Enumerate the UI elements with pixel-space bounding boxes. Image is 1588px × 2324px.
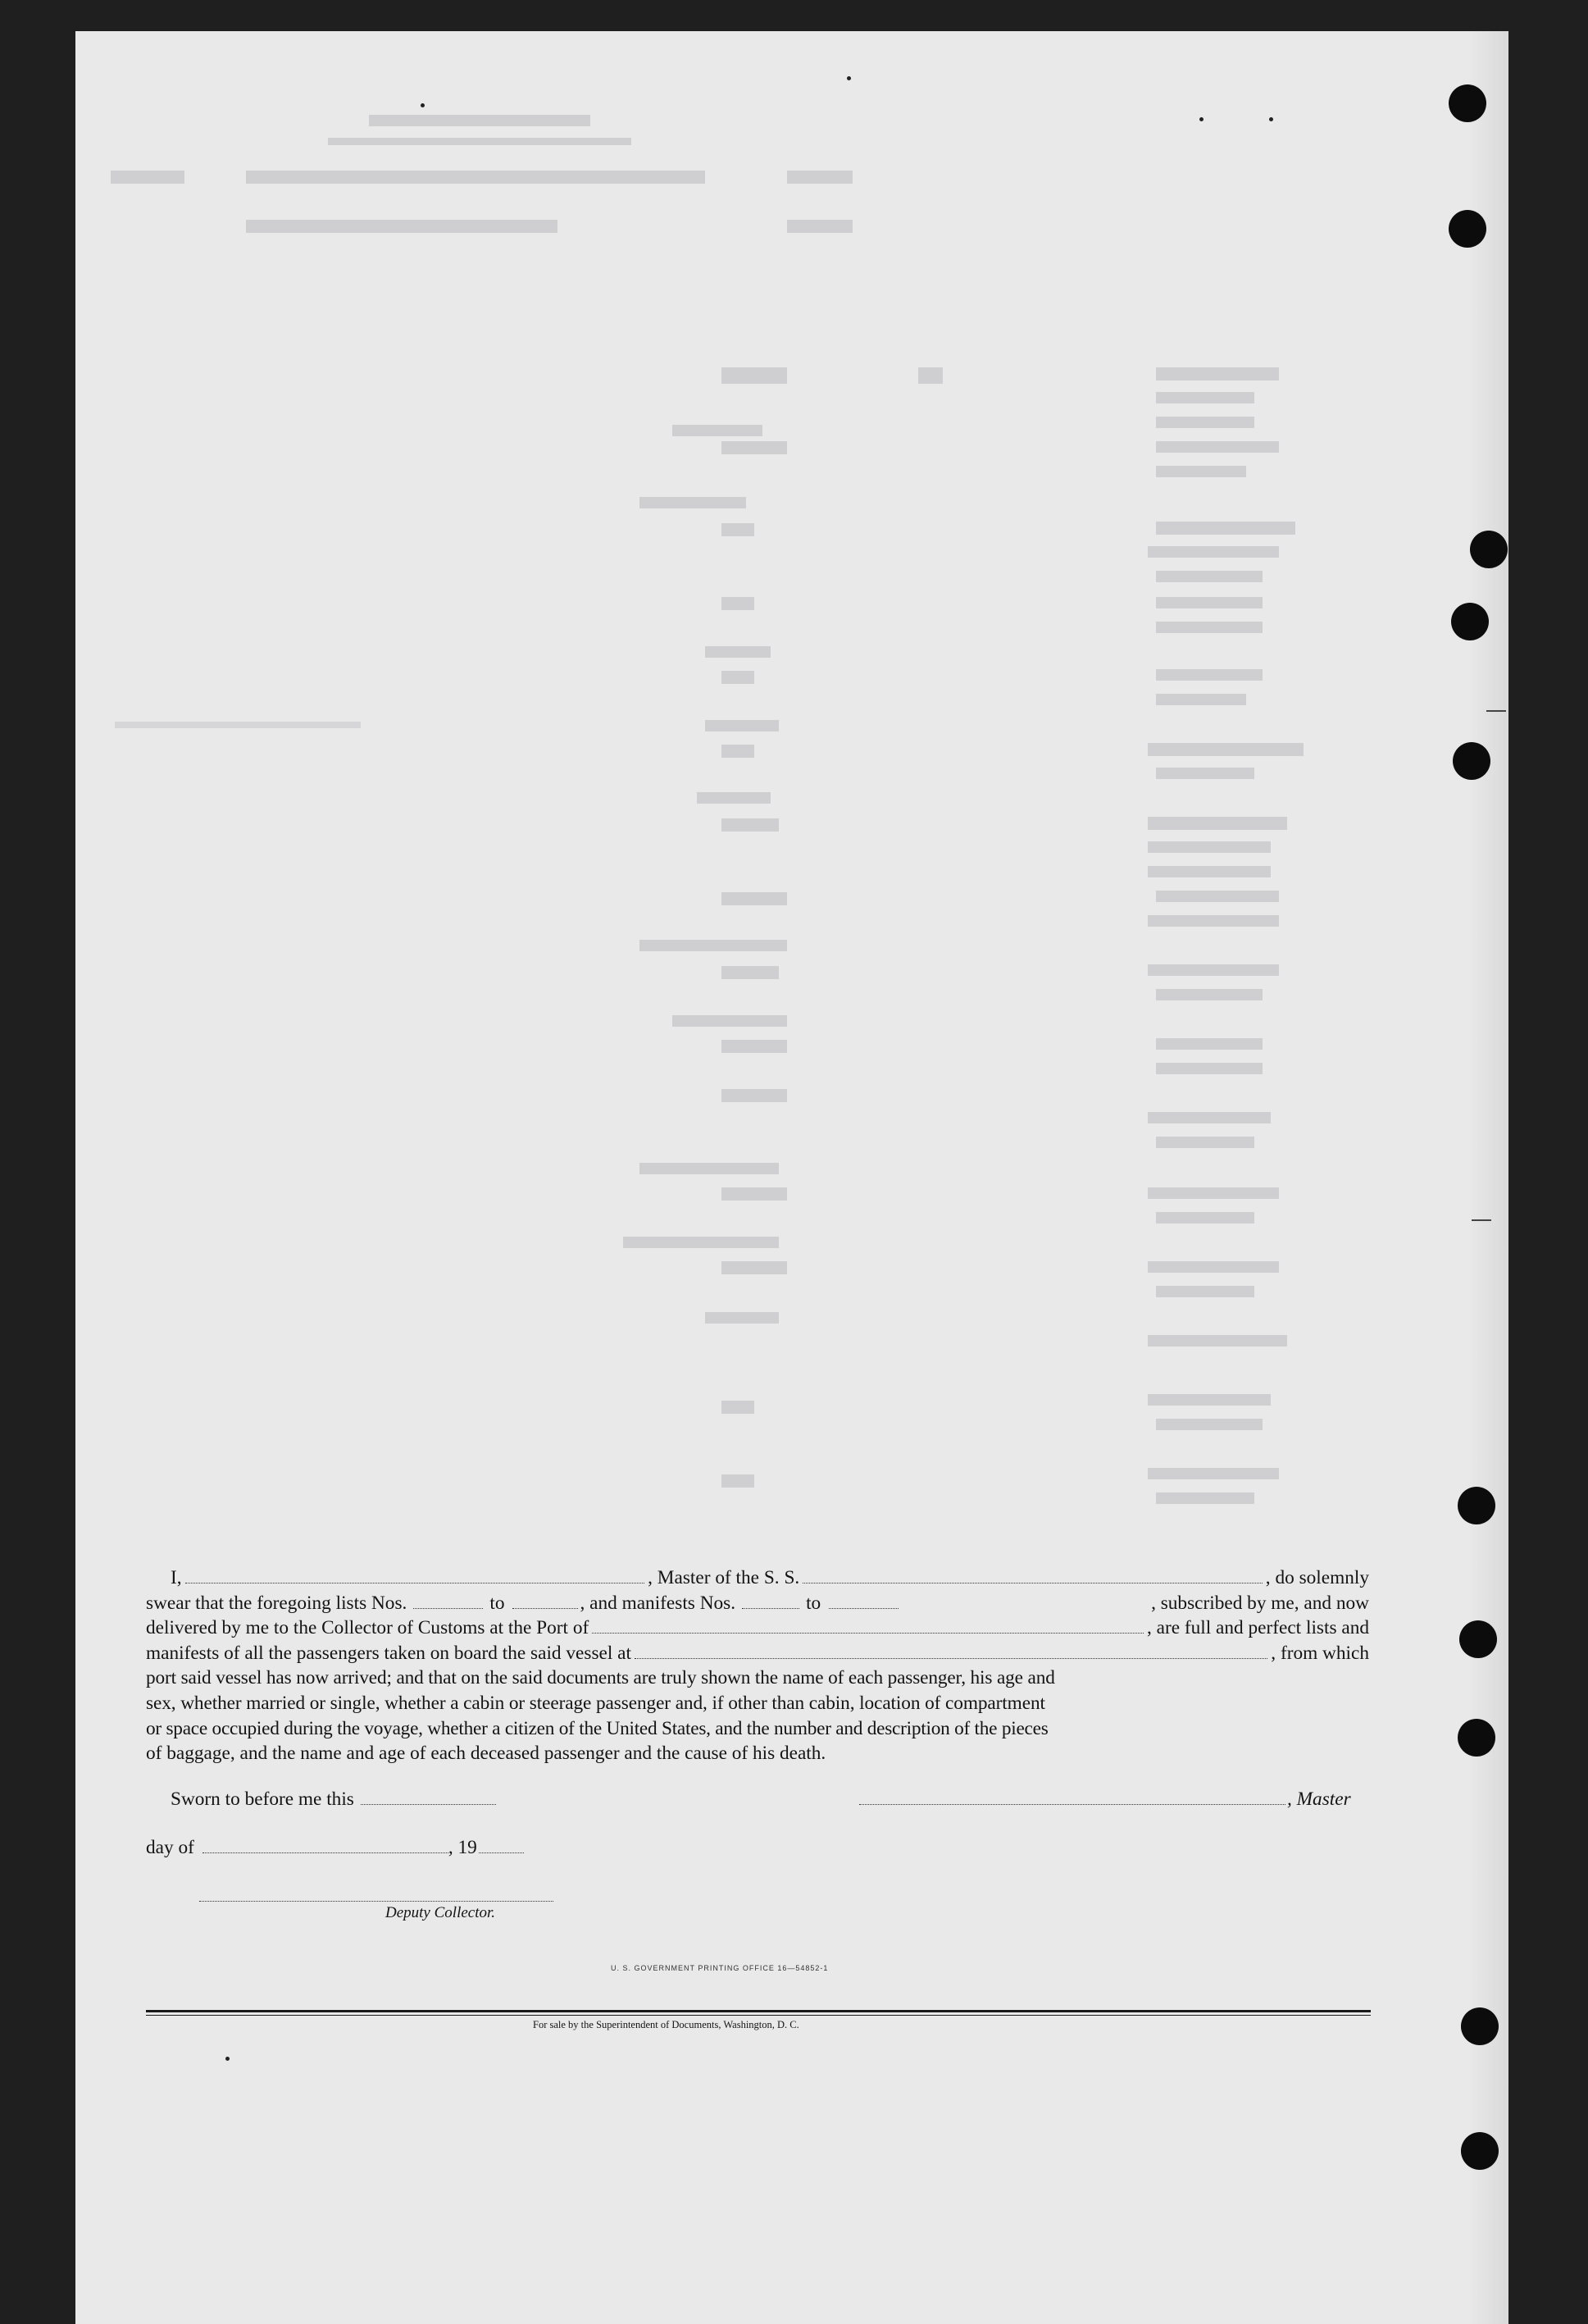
manifest-sheet	[75, 31, 1502, 2324]
oath-text: , and manifests Nos.	[580, 1592, 736, 1614]
edge-tick	[1486, 710, 1506, 712]
dust-speck	[1199, 117, 1204, 121]
port-field[interactable]	[592, 1618, 1144, 1634]
oath-text: , do solemnly	[1265, 1567, 1369, 1588]
oath-line	[146, 1565, 1369, 1591]
deputy-collector-label: Deputy Collector.	[385, 1904, 496, 1921]
edge-tick	[1472, 1219, 1491, 1221]
master-signature-field[interactable]	[859, 1789, 1285, 1805]
sworn-date-field[interactable]	[361, 1789, 496, 1805]
punch-hole	[1461, 2007, 1499, 2045]
sworn-line	[171, 1789, 496, 1811]
dust-speck	[1269, 117, 1273, 121]
sheet-shadow	[1467, 31, 1508, 2324]
oath-text: to	[489, 1592, 505, 1614]
list-from-field[interactable]	[413, 1593, 483, 1609]
oath-text: port said vessel has now arrived; and that on the said documents are truly shown the name of each passenger, his age and	[146, 1667, 1055, 1689]
year-label: , 19	[448, 1837, 477, 1858]
oath-line	[146, 1615, 1369, 1641]
oath-text: swear that the foregoing lists Nos.	[146, 1592, 407, 1614]
oath-text: , subscribed by me, and now	[1151, 1592, 1369, 1614]
dust-speck	[847, 76, 851, 80]
vessel-name-field[interactable]	[803, 1568, 1263, 1584]
list-to-field[interactable]	[512, 1593, 578, 1609]
departure-port-field[interactable]	[635, 1643, 1267, 1659]
oath-line	[146, 1641, 1369, 1666]
gpo-imprint: U. S. GOVERNMENT PRINTING OFFICE 16—54852-1	[611, 1964, 829, 1972]
punch-hole	[1461, 2132, 1499, 2170]
oath-text: or space occupied during the voyage, whether a citizen of the United States, and the number and description of the pieces	[146, 1717, 1049, 1739]
punch-hole	[1451, 603, 1489, 640]
dust-speck	[421, 103, 425, 107]
punch-hole	[1470, 531, 1508, 568]
oath-text: , are full and perfect lists and	[1146, 1617, 1369, 1639]
oath-text: of baggage, and the name and age of each deceased passenger and the cause of his death.	[146, 1743, 826, 1765]
oath-text: to	[806, 1592, 821, 1614]
year-field[interactable]	[479, 1838, 524, 1853]
oath-text: sex, whether married or single, whether a cabin or steerage passenger and, if other than cabin, location of compartment	[146, 1692, 1045, 1714]
sale-imprint: For sale by the Superintendent of Documents, Washington, D. C.	[533, 2019, 799, 2030]
manifest-from-field[interactable]	[742, 1593, 799, 1609]
master-name-field[interactable]	[185, 1568, 645, 1584]
oath-text: I,	[171, 1567, 182, 1588]
oath-line	[146, 1591, 1369, 1616]
punch-hole	[1453, 742, 1490, 780]
master-signature-line	[859, 1789, 1351, 1811]
footer-rule	[146, 2010, 1371, 2012]
dust-speck	[225, 2057, 230, 2061]
punch-hole	[1449, 210, 1486, 248]
master-label: , Master	[1287, 1789, 1351, 1810]
day-month-field[interactable]	[202, 1838, 448, 1853]
deputy-signature-field[interactable]	[199, 1901, 553, 1902]
punch-hole	[1458, 1719, 1495, 1757]
punch-hole	[1449, 84, 1486, 122]
day-label: day of	[146, 1837, 194, 1858]
oath-text: manifests of all the passengers taken on board the said vessel at	[146, 1642, 631, 1664]
sworn-label: Sworn to before me this	[171, 1789, 354, 1810]
punch-hole	[1459, 1620, 1497, 1658]
oath-text: delivered by me to the Collector of Customs at the Port of	[146, 1617, 589, 1639]
day-line	[146, 1837, 524, 1859]
masters-oath	[146, 1565, 1369, 1766]
punch-hole	[1458, 1487, 1495, 1524]
manifest-to-field[interactable]	[829, 1593, 899, 1609]
oath-text: , Master of the S. S.	[648, 1567, 800, 1588]
oath-text: , from which	[1271, 1642, 1369, 1664]
footer-rule-thin	[146, 2015, 1371, 2016]
